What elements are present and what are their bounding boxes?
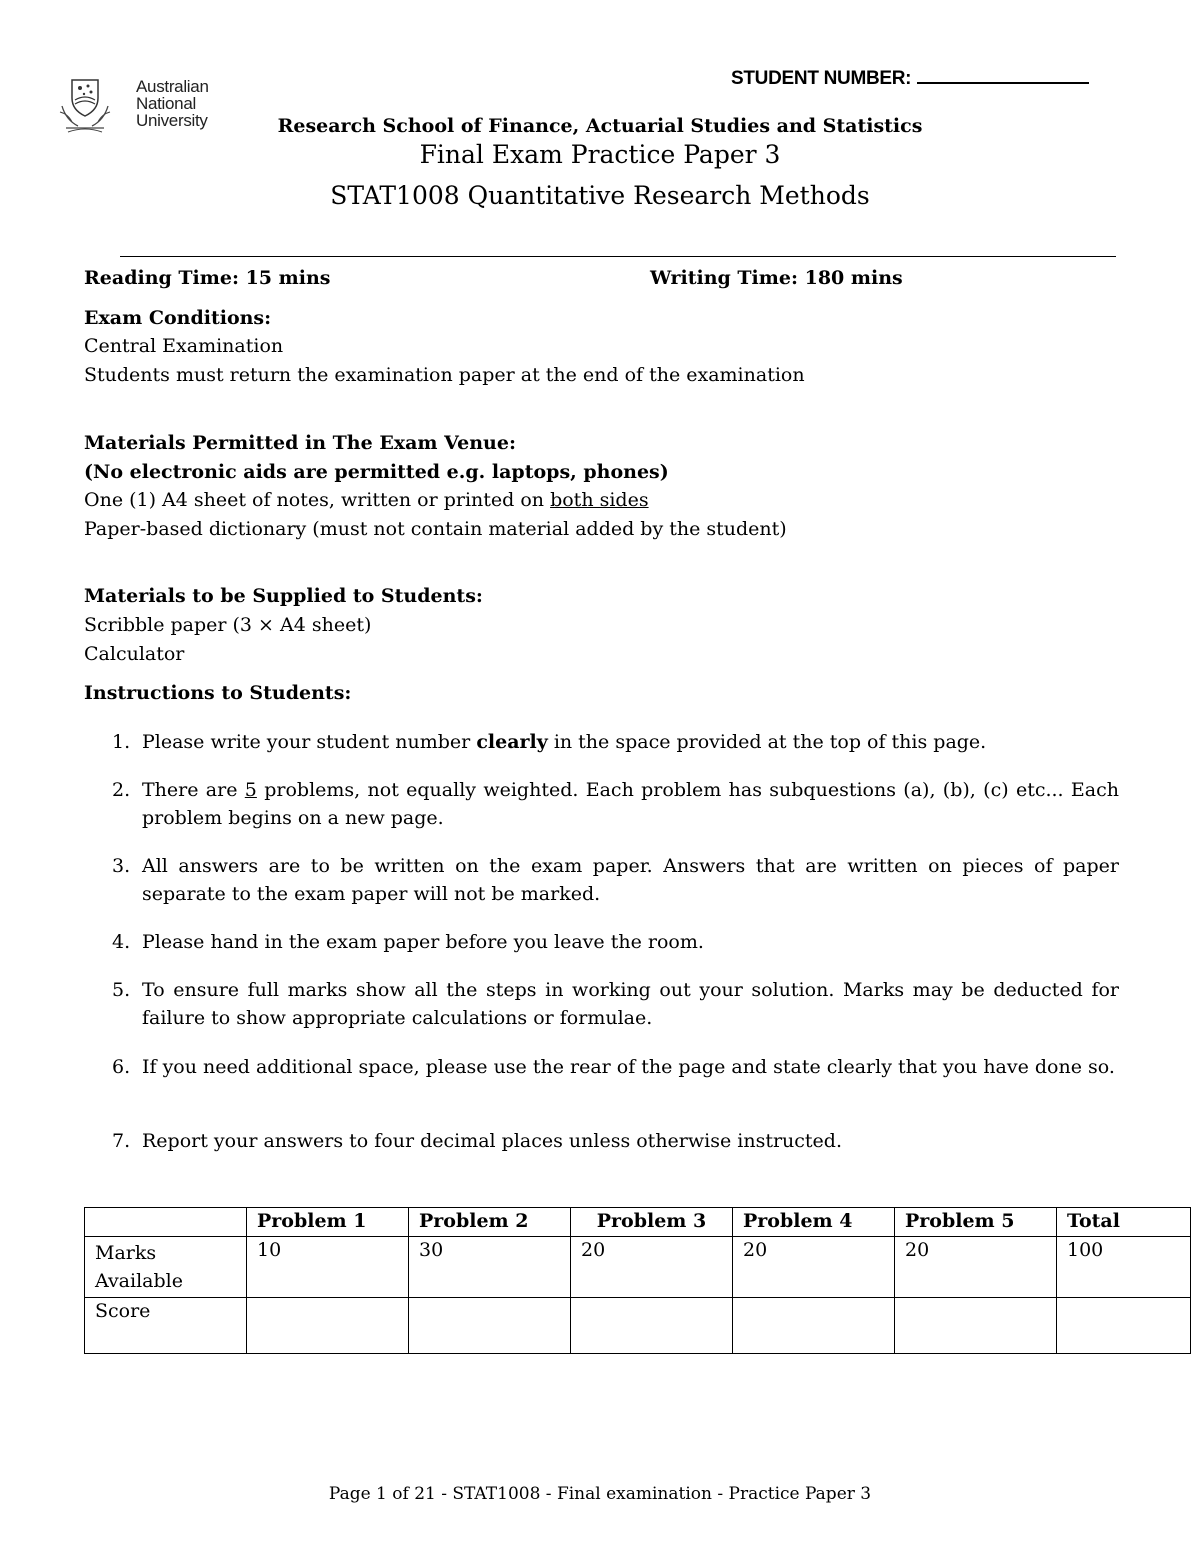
table-header-cell: Problem 4: [733, 1208, 895, 1237]
table-header-row: [85, 1208, 1191, 1237]
table-header-cell: Problem 5: [895, 1208, 1057, 1237]
instruction-text: To ensure full marks show all the steps in working out your solution. Marks may be deducted for failure to show appropriate calculations or formulae.: [142, 979, 1119, 1029]
materials-line-text: One (1) A4 sheet of notes, written or printed on: [84, 489, 551, 511]
instruction-text: Report your answers to four decimal places unless otherwise instructed.: [142, 1130, 842, 1152]
marks-table: [84, 1207, 1191, 1354]
materials-permitted-note: (No electronic aids are permitted e.g. laptops, phones): [84, 461, 669, 483]
instruction-text: [142, 728, 1119, 756]
table-header-cell: Problem 3: [571, 1208, 733, 1237]
logo-line: University: [136, 111, 208, 130]
logo-line: Australian: [136, 77, 209, 96]
materials-supplied-heading: Materials to be Supplied to Students:: [84, 585, 483, 607]
instruction-text: [142, 776, 1119, 832]
materials-permitted-line: [84, 489, 649, 511]
exam-conditions-heading: Exam Conditions:: [84, 307, 272, 329]
materials-permitted-line: Paper-based dictionary (must not contain material added by the student): [84, 518, 787, 540]
instruction-number: 1.: [112, 731, 131, 753]
instruction-text-part: problems, not equally weighted. Each problem has subquestions (a), (b), (c) etc... Each problem begins on a new page.: [142, 779, 1119, 829]
table-cell: 20: [571, 1237, 733, 1298]
table-cell: 100: [1057, 1237, 1191, 1298]
student-number-label: STUDENT NUMBER:: [731, 68, 912, 89]
table-cell: 30: [409, 1237, 571, 1298]
instruction-text: All answers are to be written on the exam paper. Answers that are written on pieces of paper separate to the exam paper will not be marked.: [142, 855, 1119, 905]
table-row: [85, 1237, 1191, 1298]
course-title: STAT1008 Quantitative Research Methods: [330, 181, 870, 210]
table-cell: 20: [895, 1237, 1057, 1298]
instruction-number: 5.: [112, 979, 131, 1001]
instruction-number: 7.: [112, 1130, 131, 1152]
student-number-field: [731, 66, 1089, 90]
row-label: Marks Available: [85, 1237, 247, 1298]
table-header-cell: [85, 1208, 247, 1237]
table-cell: 10: [247, 1237, 409, 1298]
instruction-number: 2.: [112, 779, 131, 801]
materials-supplied-line: Calculator: [84, 643, 185, 665]
table-row: [85, 1298, 1191, 1354]
table-cell: 20: [733, 1237, 895, 1298]
table-header-cell: Problem 1: [247, 1208, 409, 1237]
divider: [120, 256, 1116, 257]
score-cell: [895, 1298, 1057, 1354]
instruction-text-part: Please write your student number: [142, 731, 477, 753]
both-sides-text: both sides: [550, 489, 649, 511]
instruction-text: Please hand in the exam paper before you leave the room.: [142, 931, 704, 953]
exam-title: Final Exam Practice Paper 3: [419, 140, 781, 169]
table-header-cell: Total: [1057, 1208, 1191, 1237]
score-cell: [571, 1298, 733, 1354]
table-header-cell: Problem 2: [409, 1208, 571, 1237]
student-number-blank: [917, 66, 1089, 84]
school-name: Research School of Finance, Actuarial Studies and Statistics: [277, 115, 923, 137]
score-cell: [1057, 1298, 1191, 1354]
instruction-number: 6.: [112, 1056, 131, 1078]
materials-supplied-line: Scribble paper (3 × A4 sheet): [84, 614, 372, 636]
instruction-text-part: There are: [142, 779, 245, 801]
exam-condition-line: Students must return the examination paper at the end of the examination: [84, 364, 805, 386]
row-label: Score: [85, 1298, 247, 1354]
materials-permitted-heading: Materials Permitted in The Exam Venue:: [84, 432, 516, 454]
score-cell: [733, 1298, 895, 1354]
logo-line: National: [136, 94, 196, 113]
score-cell: [247, 1298, 409, 1354]
instructions-heading: Instructions to Students:: [84, 682, 352, 704]
instruction-number: 3.: [112, 855, 131, 877]
instruction-text: If you need additional space, please use the rear of the page and state clearly that you have done so.: [142, 1056, 1115, 1078]
reading-time: Reading Time: 15 mins: [84, 267, 331, 289]
writing-time: Writing Time: 180 mins: [650, 267, 903, 289]
score-cell: [409, 1298, 571, 1354]
instruction-number: 4.: [112, 931, 131, 953]
instruction-text-part: in the space provided at the top of this page.: [547, 731, 987, 753]
instruction-underlined-text: 5: [244, 779, 257, 801]
exam-condition-line: Central Examination: [84, 335, 284, 357]
page-footer: Page 1 of 21 - STAT1008 - Final examination - Practice Paper 3: [328, 1484, 872, 1504]
instruction-bold-text: clearly: [476, 731, 548, 753]
